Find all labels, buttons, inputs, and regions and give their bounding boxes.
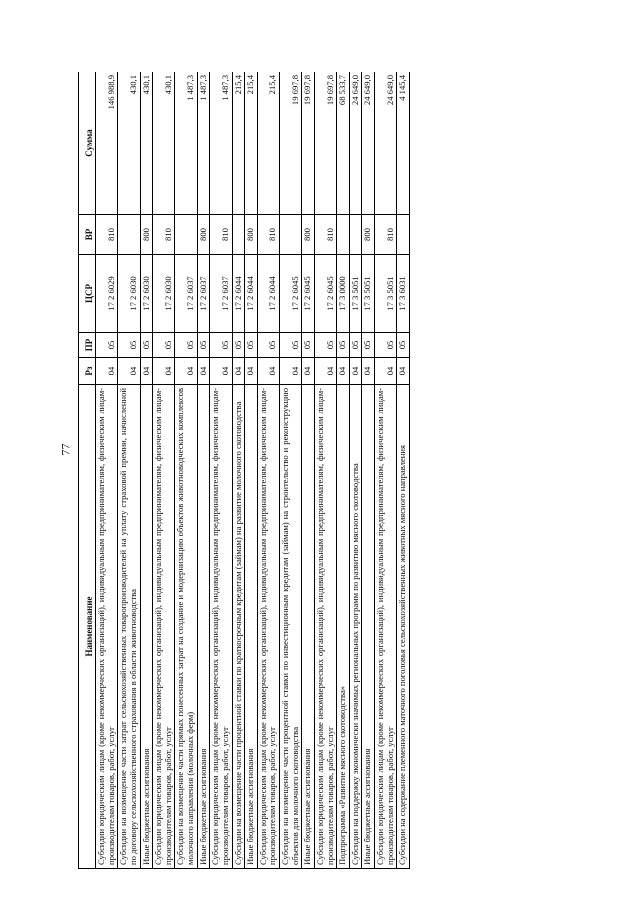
cell-sum: 215,4 [257,72,279,215]
cell-vr: 800 [302,215,315,255]
cell-name: Иные бюджетные ассигнования [197,385,210,869]
cell-sum: 215,4 [245,72,258,215]
cell-rz: 04 [96,358,118,385]
cell-pr: 05 [140,333,153,358]
cell-rz: 04 [118,358,140,385]
cell-name: Подпрограмма «Развитие мясного скотоводства» [337,385,350,869]
cell-rz: 04 [314,358,336,385]
cell-csr: 17 3 0000 [337,255,350,333]
cell-csr: 17 3 5051 [349,255,362,333]
cell-sum: 4 145,4 [397,72,410,215]
cell-rz: 04 [245,358,258,385]
cell-pr: 05 [210,333,232,358]
cell-sum: 24 649,0 [349,72,362,215]
cell-name: Субсидии на возмещение части затрат сельскохозяйственных товаропроизводителей на уплату страховой премии, начисленной по договору сельскохозяйственного страхования в области животноводства [118,385,140,869]
cell-csr: 17 2 6030 [153,255,175,333]
table-row [140,72,153,869]
cell-rz: 04 [153,358,175,385]
cell-rz: 04 [175,358,197,385]
cell-vr: 800 [197,215,210,255]
cell-pr: 05 [245,333,258,358]
cell-csr: 17 2 6045 [314,255,336,333]
cell-sum: 430,1 [118,72,140,215]
cell-sum: 215,4 [232,72,245,215]
cell-name: Иные бюджетные ассигнования [140,385,153,869]
cell-name: Субсидии юридическим лицам (кроме некоммерческих организаций), индивидуальным предпринимателям, физическим лицам-производителям товаров, работ, услуг [314,385,336,869]
table-row [314,72,336,869]
cell-pr: 05 [118,333,140,358]
cell-name: Иные бюджетные ассигнования [245,385,258,869]
cell-rz: 04 [302,358,315,385]
cell-rz: 04 [375,358,397,385]
cell-vr [232,215,245,255]
budget-table [78,72,410,869]
cell-sum: 19 697,8 [280,72,302,215]
cell-rz: 04 [349,358,362,385]
cell-vr: 810 [153,215,175,255]
table-row [257,72,279,869]
cell-csr: 17 3 5051 [362,255,375,333]
cell-vr: 810 [314,215,336,255]
cell-vr [349,215,362,255]
cell-rz: 04 [140,358,153,385]
cell-pr: 05 [314,333,336,358]
table-row [397,72,410,869]
cell-pr: 05 [280,333,302,358]
cell-sum: 146 988,9 [96,72,118,215]
cell-vr: 800 [362,215,375,255]
cell-csr: 17 3 6031 [397,255,410,333]
cell-csr: 17 2 6029 [96,255,118,333]
table-row [232,72,245,869]
table-row [375,72,397,869]
cell-csr: 17 3 5051 [375,255,397,333]
cell-sum: 1 487,3 [197,72,210,215]
table-row [153,72,175,869]
cell-rz: 04 [232,358,245,385]
cell-vr: 800 [140,215,153,255]
cell-sum: 68 533,7 [337,72,350,215]
header-rz: Рз [79,358,96,385]
cell-csr: 17 2 6044 [245,255,258,333]
table-row [302,72,315,869]
cell-pr: 05 [349,333,362,358]
cell-pr: 05 [375,333,397,358]
cell-name: Субсидии на поддержку экономически значимых региональных программ по развитию мясного скотоводства [349,385,362,869]
table-header-row [79,72,96,869]
header-sum: Сумма [79,72,96,215]
cell-sum: 430,1 [140,72,153,215]
cell-rz: 04 [337,358,350,385]
cell-pr: 05 [96,333,118,358]
table-body [96,72,410,869]
table-row [197,72,210,869]
cell-vr [175,215,197,255]
cell-pr: 05 [153,333,175,358]
table-row [280,72,302,869]
table-row [118,72,140,869]
rotated-table-container [78,72,578,869]
cell-name: Субсидии на содержание племенного маточного поголовья сельскохозяйственных животных мясного направления [397,385,410,869]
cell-rz: 04 [197,358,210,385]
cell-pr: 05 [362,333,375,358]
cell-csr: 17 2 6037 [175,255,197,333]
cell-vr: 810 [257,215,279,255]
header-csr: ЦСР [79,255,96,333]
cell-rz: 04 [280,358,302,385]
cell-sum: 19 697,8 [314,72,336,215]
cell-pr: 05 [232,333,245,358]
cell-vr: 810 [96,215,118,255]
cell-sum: 24 649,0 [362,72,375,215]
cell-csr: 17 2 6030 [140,255,153,333]
cell-csr: 17 2 6045 [280,255,302,333]
cell-pr: 05 [397,333,410,358]
cell-pr: 05 [257,333,279,358]
cell-sum: 1 487,3 [175,72,197,215]
cell-name: Иные бюджетные ассигнования [362,385,375,869]
cell-vr [337,215,350,255]
page-number: 77 [58,443,73,456]
cell-name: Субсидии юридическим лицам (кроме некоммерческих организаций), индивидуальным предпринимателям, физическим лицам-производителям товаров, работ, услуг [257,385,279,869]
cell-vr [280,215,302,255]
cell-csr: 17 2 6037 [210,255,232,333]
table-row [349,72,362,869]
header-name: Наименование [79,385,96,869]
cell-vr [118,215,140,255]
cell-vr [397,215,410,255]
cell-vr: 800 [245,215,258,255]
cell-sum: 19 697,8 [302,72,315,215]
cell-pr: 05 [302,333,315,358]
cell-name: Субсидии юридическим лицам (кроме некоммерческих организаций), индивидуальным предпринимателям, физическим лицам-производителям товаров, работ, услуг [210,385,232,869]
header-pr: ПР [79,333,96,358]
cell-name: Субсидии юридическим лицам (кроме некоммерческих организаций), индивидуальным предпринимателям, физическим лицам-производителям товаров, работ, услуг [96,385,118,869]
cell-pr: 05 [175,333,197,358]
cell-rz: 04 [362,358,375,385]
cell-name: Субсидии на возмещение части прямых понесенных затрат на создание и модернизацию объектов животноводческих комплексов молочного направления (молочных ферм) [175,385,197,869]
cell-csr: 17 2 6037 [197,255,210,333]
cell-name: Субсидии на возмещение части процентной ставки по краткосрочным кредитам (займам) на развитие молочного скотоводства [232,385,245,869]
cell-csr: 17 2 6045 [302,255,315,333]
cell-rz: 04 [210,358,232,385]
table-row [175,72,197,869]
cell-name: Иные бюджетные ассигнования [302,385,315,869]
cell-csr: 17 2 6044 [257,255,279,333]
cell-csr: 17 2 6044 [232,255,245,333]
cell-name: Субсидии юридическим лицам (кроме некоммерческих организаций), индивидуальным предпринимателям, физическим лицам-производителям товаров, работ, услуг [375,385,397,869]
cell-pr: 05 [337,333,350,358]
cell-sum: 1 487,3 [210,72,232,215]
cell-vr: 810 [375,215,397,255]
cell-name: Субсидии на возмещение части процентной ставки по инвестиционным кредитам (займам) на строительство и реконструкцию объектов для молочного скотоводства [280,385,302,869]
cell-vr: 810 [210,215,232,255]
table-row [96,72,118,869]
table-row [362,72,375,869]
table-row [210,72,232,869]
table-row [337,72,350,869]
cell-sum: 430,1 [153,72,175,215]
cell-pr: 05 [197,333,210,358]
cell-rz: 04 [397,358,410,385]
cell-sum: 24 649,0 [375,72,397,215]
cell-rz: 04 [257,358,279,385]
cell-name: Субсидии юридическим лицам (кроме некоммерческих организаций), индивидуальным предпринимателям, физическим лицам-производителям товаров, работ, услуг [153,385,175,869]
header-vr: ВР [79,215,96,255]
table-row [245,72,258,869]
cell-csr: 17 2 6030 [118,255,140,333]
